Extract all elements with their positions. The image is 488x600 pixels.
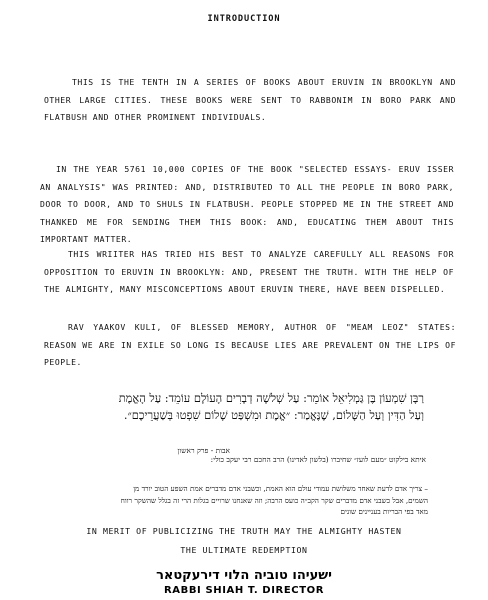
page-title: INTRODUCTION: [207, 14, 281, 24]
merit-line-1: IN MERIT OF PUBLICIZING THE TRUTH MAY THE ALMIGHTY HASTEN: [86, 526, 402, 536]
hebrew-signature: ישעיהו טוביה הלוי דירעקטאר: [156, 568, 332, 583]
hebrew-source-reference: אבות - פרק ראשון: [177, 446, 230, 455]
paragraph-year-5761: IN THE YEAR 5761 10,000 COPIES OF THE BOOK "SELECTED ESSAYS- ERUV ISSER AN ANALYSIS" WAS PRINTED: AND, DISTRIBUTED TO ALL THE PEOPLE IN BORO PARK, DOOR TO DOOR, AND TO SHULS IN FLATBUSH. PEOPLE STOPPED ME IN THE STREET AND THANKED ME FOR SENDING THEM THIS BOOK: AND, EDUCATING THEM ABOUT THIS IMPORTANT MATTER.: [40, 164, 454, 245]
paragraph-series: THIS IS THE TENTH IN A SERIES OF BOOKS ABOUT ERUVIN IN BROOKLYN AND OTHER LARGE CITIES. THESE BOOKS WERE SENT TO RABBONIM IN BORO PARK AND FLATBUSH AND OTHER PROMINENT INDIVIDUALS.: [44, 77, 456, 123]
hebrew-citation: איתא בילקוט ״מעם לועז״ שחיברו (בלשון לאדינו) הרב החכם רבי יעקב כולי:: [210, 455, 426, 464]
merit-line-2: THE ULTIMATE REDEMPTION: [180, 544, 308, 555]
merit-dedication: [0, 522, 488, 559]
hebrew-quote: – צריך אדם לדעת שאחד משלושת עמודי עולם הוא האמת, וכשבני אדם מדברים אמת השפע הטוב יורד מן השמים, אבל כשבני אדם מדברים שקר הקב״ה כועס הרבה; וזה שאנחנו שרויים בגלות הרי זה בגלל שהשקר רווח מאד בפי הבריות בעניינים שונים: [120, 484, 428, 517]
paragraph-analysis: THIS WRIITER HAS TRIED HIS BEST TO ANALYZE CAREFULLY ALL REASONS FOR OPPOSITION TO ERUVIN IN BROOKLYN: AND, PRESENT THE TRUTH. WITH THE HELP OF THE ALMIGHTY, MANY MISCONCEPTIONS ABOUT ERUVIN THERE, HAVE BEEN DISPELLED.: [44, 249, 454, 295]
paragraph-rav-yaakov-kuli: RAV YAAKOV KULI, OF BLESSED MEMORY, AUTHOR OF "MEAM LEOZ" STATES: REASON WE ARE IN EXILE SO LONG IS BECAUSE LIES ARE PREVALENT ON THE LIPS OF PEOPLE.: [44, 322, 456, 368]
hebrew-mishna-quote: רַבָּן שִׁמְעוֹן בֶּן גַּמְלִיאֵל אוֹמֵר: עַל שְׁלֹשָׁה דְבָרִים הָעוֹלָם עוֹמֵד: עַל הָאֱמֶת וְעַל הַדִּין וְעַל הַשָּׁלוֹם, שֶׁנֶּאֱמַר: ״אֱמֶת וּמִשְׁפַּט שָׁלוֹם שִׁפְטוּ בְּשַׁעֲרֵיכֶם״.: [118, 391, 424, 422]
signature: RABBI SHIAH T. DIRECTOR: [163, 585, 325, 596]
